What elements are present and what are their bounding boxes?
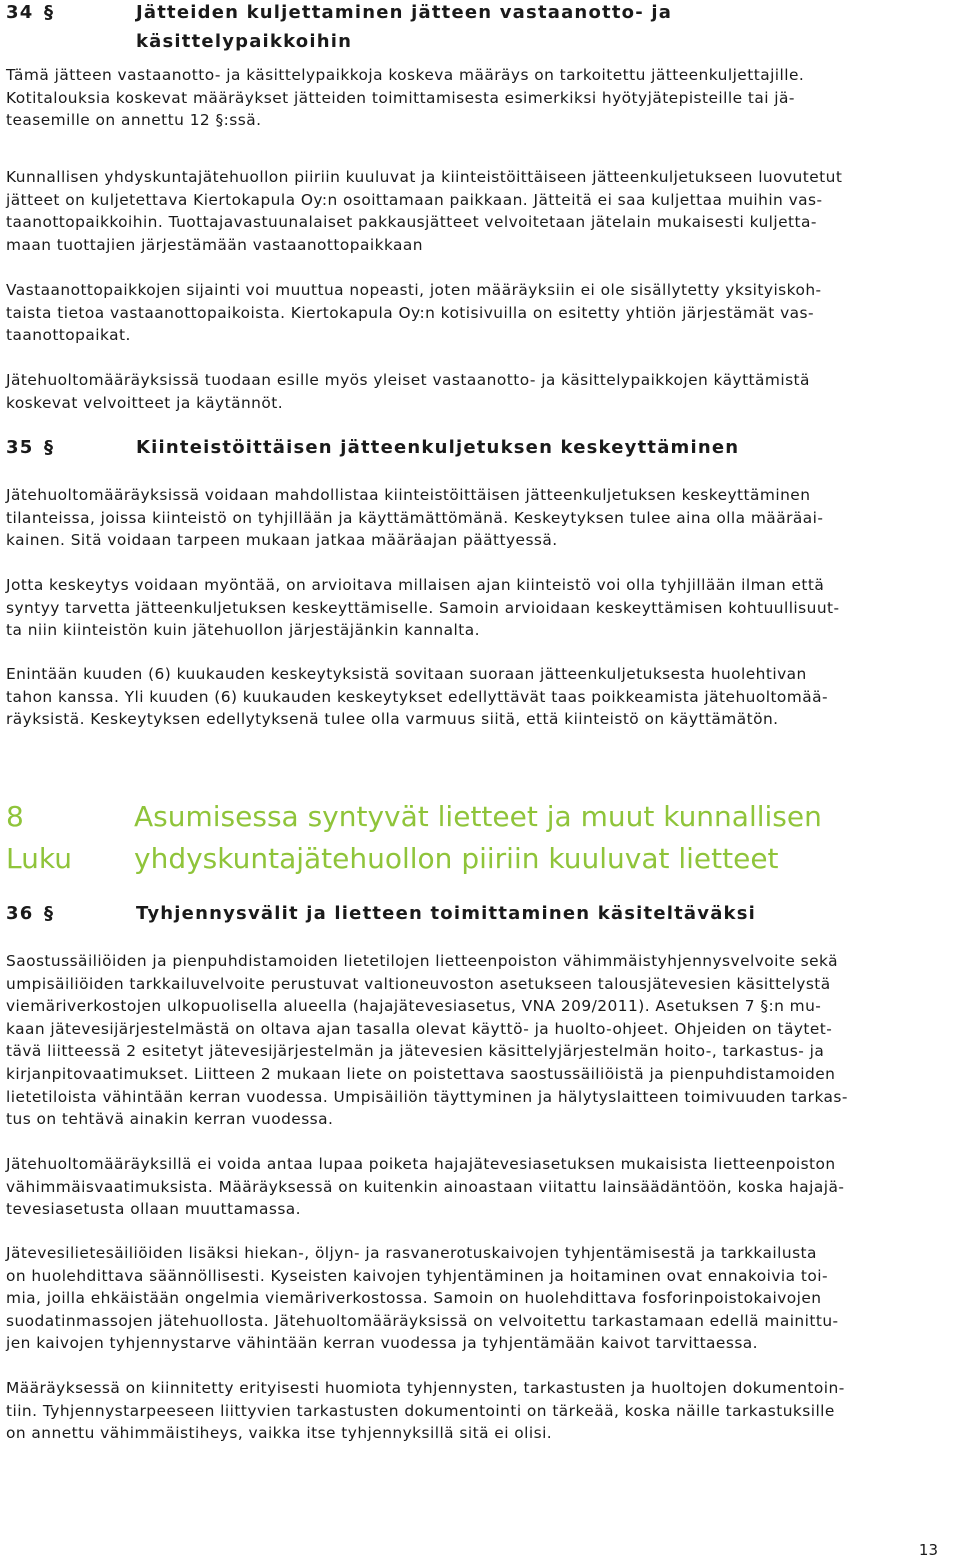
text-line: tiin. Tyhjennystarpeeseen liittyvien tarkastusten dokumentointi on tärkeää, koska näille tarkastuksille <box>6 1401 835 1420</box>
section-title-line: Jätteiden kuljettaminen jätteen vastaanotto- ja <box>136 2 673 23</box>
text-line: jen kaivojen tyhjennystarve vähintään kerran vuodessa ja tyhjentämään kaivot tarvittaessa. <box>6 1334 759 1353</box>
text-line: on annettu vähimmäistiheys, vaikka itse tyhjennyksillä sitä ei olisi. <box>6 1424 553 1443</box>
paragraph <box>6 1377 948 1445</box>
text-line: taanottopaikkoihin. Tuottajavastuunalaiset pakkausjätteet velvoitetaan jätelain mukaisesti kuljetta- <box>6 213 817 232</box>
text-line: Kunnallisen yhdyskuntajätehuollon piiriin kuuluvat ja kiinteistöittäiseen jätteenkuljetukseen luovutetut <box>6 168 843 186</box>
text-line: Jätehuoltomääräyksissä tuodaan esille myös yleiset vastaanotto- ja käsittelypaikkojen käyttämistä <box>6 371 810 389</box>
paragraph <box>6 64 948 132</box>
text-line: maan tuottajien järjestämään vastaanottopaikkaan <box>6 235 423 254</box>
paragraph <box>6 663 948 731</box>
text-line: Kotitalouksia koskevat määräykset jätteiden toimittamisesta esimerkiksi hyötyjätepisteille tai jä- <box>6 88 795 107</box>
text-line: viemäriverkostojen ulkopuolisella alueella (hajajätevesiasetus, VNA 209/2011). Asetuksen 7 §:n mu- <box>6 997 822 1016</box>
section-title: Kiinteistöittäisen jätteenkuljetuksen keskeyttäminen <box>136 437 740 458</box>
text-line: tus on tehtävä ainakin kerran vuodessa. <box>6 1110 334 1129</box>
chapter-title-line: yhdyskuntajätehuollon piiriin kuuluvat lietteet <box>134 842 779 875</box>
text-line: kainen. Sitä voidaan tarpeen mukaan jatkaa määräajan päättyessä. <box>6 531 558 550</box>
text-line: räyksistä. Keskeytyksen edellytyksenä tulee olla varmuus siitä, että kiinteistö on käyttämätön. <box>6 710 779 729</box>
text-line: syntyy tarvetta jätteenkuljetuksen keskeyttämiselle. Samoin arvioidaan keskeyttämisen kohtuullisuut- <box>6 598 840 617</box>
text-line: suodatinmassojen jätehuollosta. Jätehuoltomääräyksissä on velvoitettu tarkastamaan edellä mainittu- <box>6 1311 839 1330</box>
text-line: vähimmäisvaatimuksista. Määräyksessä on kuitenkin ainoastaan viitattu lainsäädäntöön, koska hajajä- <box>6 1177 845 1196</box>
section-number: 34 <box>6 2 34 23</box>
text-line: Jätehuoltomääräyksissä voidaan mahdollistaa kiinteistöittäisen jätteenkuljetuksen keskeyttäminen <box>6 486 811 504</box>
paragraph <box>6 484 948 552</box>
text-line: ta niin kiinteistön kuin jätehuollon järjestäjänkin kannalta. <box>6 621 480 640</box>
paragraph <box>6 950 948 1131</box>
section-title-line: käsittelypaikkoihin <box>136 31 353 52</box>
text-line: on huolehdittava säännöllisesti. Kyseisten kaivojen tyhjentäminen ja hoitaminen ovat ennakoivia toi- <box>6 1266 828 1285</box>
text-line: umpisäiliöiden tarkkailuvelvoite perustuvat valtioneuvoston asetukseen talousjätevesien käsittelystä <box>6 974 831 993</box>
text-line: Saostussäiliöiden ja pienpuhdistamoiden lietetilojen lietteenpoiston vähimmäistyhjennysvelvoite sekä <box>6 952 838 970</box>
section-sign-icon: § <box>44 2 55 23</box>
chapter-number: 8 Luku <box>6 800 72 875</box>
paragraph <box>6 1242 948 1355</box>
text-line: koskevat velvoitteet ja käytännöt. <box>6 393 284 412</box>
section-number: 36 <box>6 903 34 924</box>
text-line: tilanteissa, joissa kiinteistö on tyhjillään ja käyttämättömänä. Keskeytyksen tulee aina olla määräai- <box>6 508 824 527</box>
paragraph <box>6 166 948 256</box>
page-number: 13 <box>918 1541 938 1559</box>
text-line: kirjanpitovaatimukset. Liitteen 2 mukaan liete on poistettava saostussäiliöistä ja pienpuhdistamoiden <box>6 1064 836 1083</box>
section-title: Tyhjennysvälit ja lietteen toimittaminen käsiteltäväksi <box>136 903 756 924</box>
chapter-title <box>134 796 934 880</box>
text-line: tevesiasetusta ollaan muuttamassa. <box>6 1200 302 1219</box>
section-title <box>136 1 956 54</box>
text-line: Jotta keskeytys voidaan myöntää, on arvioitava millaisen ajan kiinteistö voi olla tyhjillään ilman että <box>6 576 825 594</box>
text-line: tävä liitteessä 2 esitetyt jätevesijärjestelmän ja jätevesien käsittelyjärjestelmän hoito-, tarkastus- ja <box>6 1042 825 1061</box>
text-line: tahon kanssa. Yli kuuden (6) kuukauden keskeytykset edellyttävät taas poikkeamista jätehuoltomää- <box>6 687 829 706</box>
text-line: Määräyksessä on kiinnitetty erityisesti huomiota tyhjennysten, tarkastusten ja huoltojen dokumentoin- <box>6 1379 845 1397</box>
text-line: teasemille on annettu 12 §:ssä. <box>6 111 262 130</box>
text-line: Vastaanottopaikkojen sijainti voi muuttua nopeasti, joten määräyksiin ei ole sisällytetty yksityiskoh- <box>6 281 822 299</box>
text-line: Jätehuoltomääräyksillä ei voida antaa lupaa poiketa hajajätevesiasetuksen mukaisista lietteenpoiston <box>6 1155 836 1173</box>
paragraph <box>6 574 948 642</box>
text-line: Jätevesilietesäiliöiden lisäksi hiekan-, öljyn- ja rasvanerotuskaivojen tyhjentämisestä ja tarkkailusta <box>6 1244 817 1262</box>
chapter-title-line: Asumisessa syntyvät lietteet ja muut kunnallisen <box>134 800 822 833</box>
text-line: jätteet on kuljetettava Kiertokapula Oy:n osoittamaan paikkaan. Jätteitä ei saa kuljettaa muihin vas- <box>6 190 823 209</box>
text-line: Enintään kuuden (6) kuukauden keskeytyksistä sovitaan suoraan jätteenkuljetuksesta huolehtivan <box>6 665 807 683</box>
paragraph <box>6 1153 948 1221</box>
text-line: mia, joilla ehkäistään ongelmia viemäriverkostossa. Samoin on huolehdittava fosforinpoistokaivojen <box>6 1289 822 1308</box>
text-line: Tämä jätteen vastaanotto- ja käsittelypaikkoja koskeva määräys on tarkoitettu jätteenkuljettajille. <box>6 66 805 84</box>
text-line: lietetiloista vähintään kerran vuodessa. Umpisäiliön täyttyminen ja hälytyslaitteen toimivuuden tarkas- <box>6 1087 848 1106</box>
section-number: 35 <box>6 437 34 458</box>
section-sign-icon: § <box>44 437 55 458</box>
text-line: taanottopaikat. <box>6 326 131 345</box>
text-line: taista tietoa vastaanottopaikoista. Kiertokapula Oy:n kotisivuilla on esitetty yhtiön järjestämät vas- <box>6 303 814 322</box>
paragraph <box>6 369 948 414</box>
section-sign-icon: § <box>44 903 55 924</box>
paragraph <box>6 279 948 347</box>
text-line: kaan jätevesijärjestelmästä on oltava ajan tasalla olevat käyttö- ja huolto-ohjeet. Ohjeiden on täytet- <box>6 1019 833 1038</box>
